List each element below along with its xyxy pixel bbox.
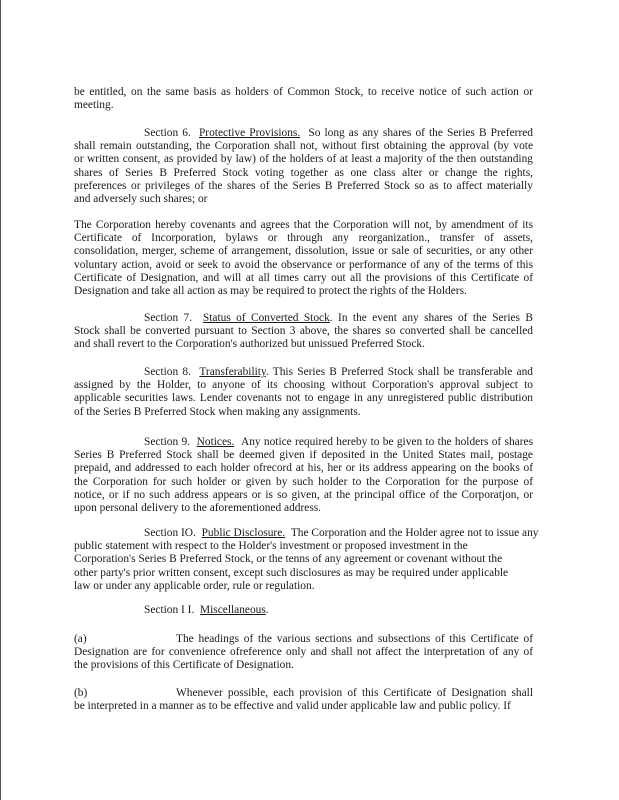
line-text: and adversely such shares; or [74,192,208,205]
text-line [74,502,533,515]
line-text: shares of Series B Preferred Stock voting together as one class alter or change the rights, [74,166,533,179]
text-line [74,700,533,713]
text-line [74,245,533,258]
line-text: The Corporation hereby covenants and agrees that the Corporation will not, by amendment of its [74,219,533,231]
line-text: shall remain outstanding, the Corporation shall not, without first obtaining the approval (by vote [74,140,533,153]
line-text: prepaid, and addressed to each holder ofrecord at his, her or its address appearing on the books of [74,462,533,475]
section-10-paragraph [74,527,539,593]
line-text: consolidation, merger, scheme of arrangement, dissolution, issue or sale of securities, or any other [74,245,533,258]
text-line [74,580,533,593]
line-text: Certificate of Incorporation, bylaws or through any reorganization., transfer of assets, [74,232,533,245]
page-edge-line [0,0,1,800]
section-title: Protective Provisions. [198,127,301,139]
section-title: Public Disclosure. [201,527,286,539]
text-line [74,232,533,245]
text-line [74,99,533,112]
section-6-paragraph [74,127,533,206]
text-line [74,272,533,285]
line-text: public statement with respect to the Holder's investment or proposed investment in the [74,540,468,553]
line-text: and shall revert to the Corporation's authorized but unissued Preferred Stock. [74,338,425,351]
line-text: Any notice required hereby to be given to the holders of shares [240,436,533,448]
line-text: Designation and take all action as may be required to protect the rights of the Holders. [74,284,467,297]
text-line [74,127,533,140]
line-text: preferences or privileges of the shares of the Series B Preferred Stock so as to affect materially [74,179,533,192]
text-line [74,379,533,392]
line-text: applicable securities laws. Lender covenants not to engage in any unregistered public distribution [74,392,533,405]
line-text: be entitled, on the same basis as holders of Common Stock, to receive notice of such action or [74,86,533,98]
line-text: So long as any shares of the Series B Preferred [308,127,533,139]
text-line [74,476,533,489]
line-text: be interpreted in a manner as to be effective and valid under applicable law and public policy. If [74,700,511,713]
text-line [74,259,533,272]
line-text: Series B Preferred Stock shall be deemed given if deposited in the United States mail, postage [74,449,533,462]
line-text: the provisions of this Certificate of Designation. [74,659,294,672]
covenant-paragraph [74,219,533,298]
section-title: Notices. [196,436,235,448]
line-text: the Corporation for such holder or given by such holder to the Corporation for the purpose of [74,475,533,488]
section-number: Section 8. [144,366,191,378]
text-line [74,140,533,153]
line-text: . In the event any shares of the Series B [329,312,533,324]
line-text: meeting. [74,99,114,112]
line-text: voluntary action, avoid or seek to avoid the observance or performance of any of the terms of this [74,258,533,271]
text-line [74,553,533,566]
line-text: . [265,604,269,616]
line-text: Certificate of Designation, and will at all times carry out all the provisions of this Certificate of [74,271,533,284]
text-line [74,633,533,646]
text-line [74,646,533,659]
section-number: Section 9. [144,436,191,448]
item-marker: (a) [74,633,87,645]
section-title: Miscellaneous [200,604,266,616]
section-7-paragraph [74,312,533,352]
text-line [74,687,533,700]
text-line [74,604,533,617]
line-text: assigned by the Holder, to anyone of its choosing without Corporation's approval subject to [74,379,533,392]
section-8-paragraph [74,366,533,419]
section-title: Transferability [199,366,266,378]
text-line [74,462,533,475]
section-11-b-paragraph [74,687,533,713]
line-text: Designation are for convenience ofreference only and shall not affect the interpretation of any of [74,646,533,659]
line-text: or written consent, as provided by law) of the holders of at least a majority of the then outstanding [74,153,533,166]
text-line [74,219,533,232]
text-line [74,180,533,193]
line-text: Stock shall be converted pursuant to Section 3 above, the shares so converted shall be cancelled [74,325,533,338]
line-text: The Corporation and the Holder agree not to issue any [290,527,539,539]
section-number: Section I I. [144,604,195,616]
text-line [74,193,533,206]
line-text: notice, or if no such address appears or is so given, at the principal office of the Corporatjon, or [74,488,533,501]
text-line [74,527,539,540]
section-number: Section 6. [144,127,191,139]
text-line [74,436,533,449]
section-number: Section IO. [144,527,196,539]
line-text: other party's prior written consent, except such disclosures as may be required under applicable [74,566,509,579]
text-line [74,325,533,338]
line-text: upon personal delivery to the aforementioned address. [74,501,322,514]
text-line [74,659,533,672]
text-line [74,86,533,99]
text-line [74,449,533,462]
section-11-paragraph [74,604,533,617]
text-line [74,153,533,166]
line-text: . This Series B Preferred Stock shall be transferable and [265,366,533,378]
text-line [74,406,533,419]
line-text: The headings of the various sections and subsections of this Certificate of [176,633,533,645]
line-text: law or under any applicable order, rule or regulation. [74,579,315,592]
text-line [74,338,533,351]
text-line [74,392,533,405]
text-line [74,540,533,553]
text-line [74,366,533,379]
section-title: Status of Converted Stock [202,312,330,324]
text-line [74,312,533,325]
text-line [74,489,533,502]
text-line [74,285,533,298]
line-text: Corporation's Series B Preferred Stock, or the tenns of any agreement or covenant without the [74,553,503,566]
text-line [74,167,533,180]
section-11-a-paragraph [74,633,533,673]
section-9-paragraph [74,436,533,515]
item-marker: (b) [74,687,88,699]
text-line [74,567,533,580]
line-text: Whenever possible, each provision of this Certificate of Designation shall [176,687,533,699]
p-continued-paragraph [74,86,533,112]
section-number: Section 7. [144,312,193,324]
line-text: of the Series B Preferred Stock when making any assignments. [74,405,361,418]
